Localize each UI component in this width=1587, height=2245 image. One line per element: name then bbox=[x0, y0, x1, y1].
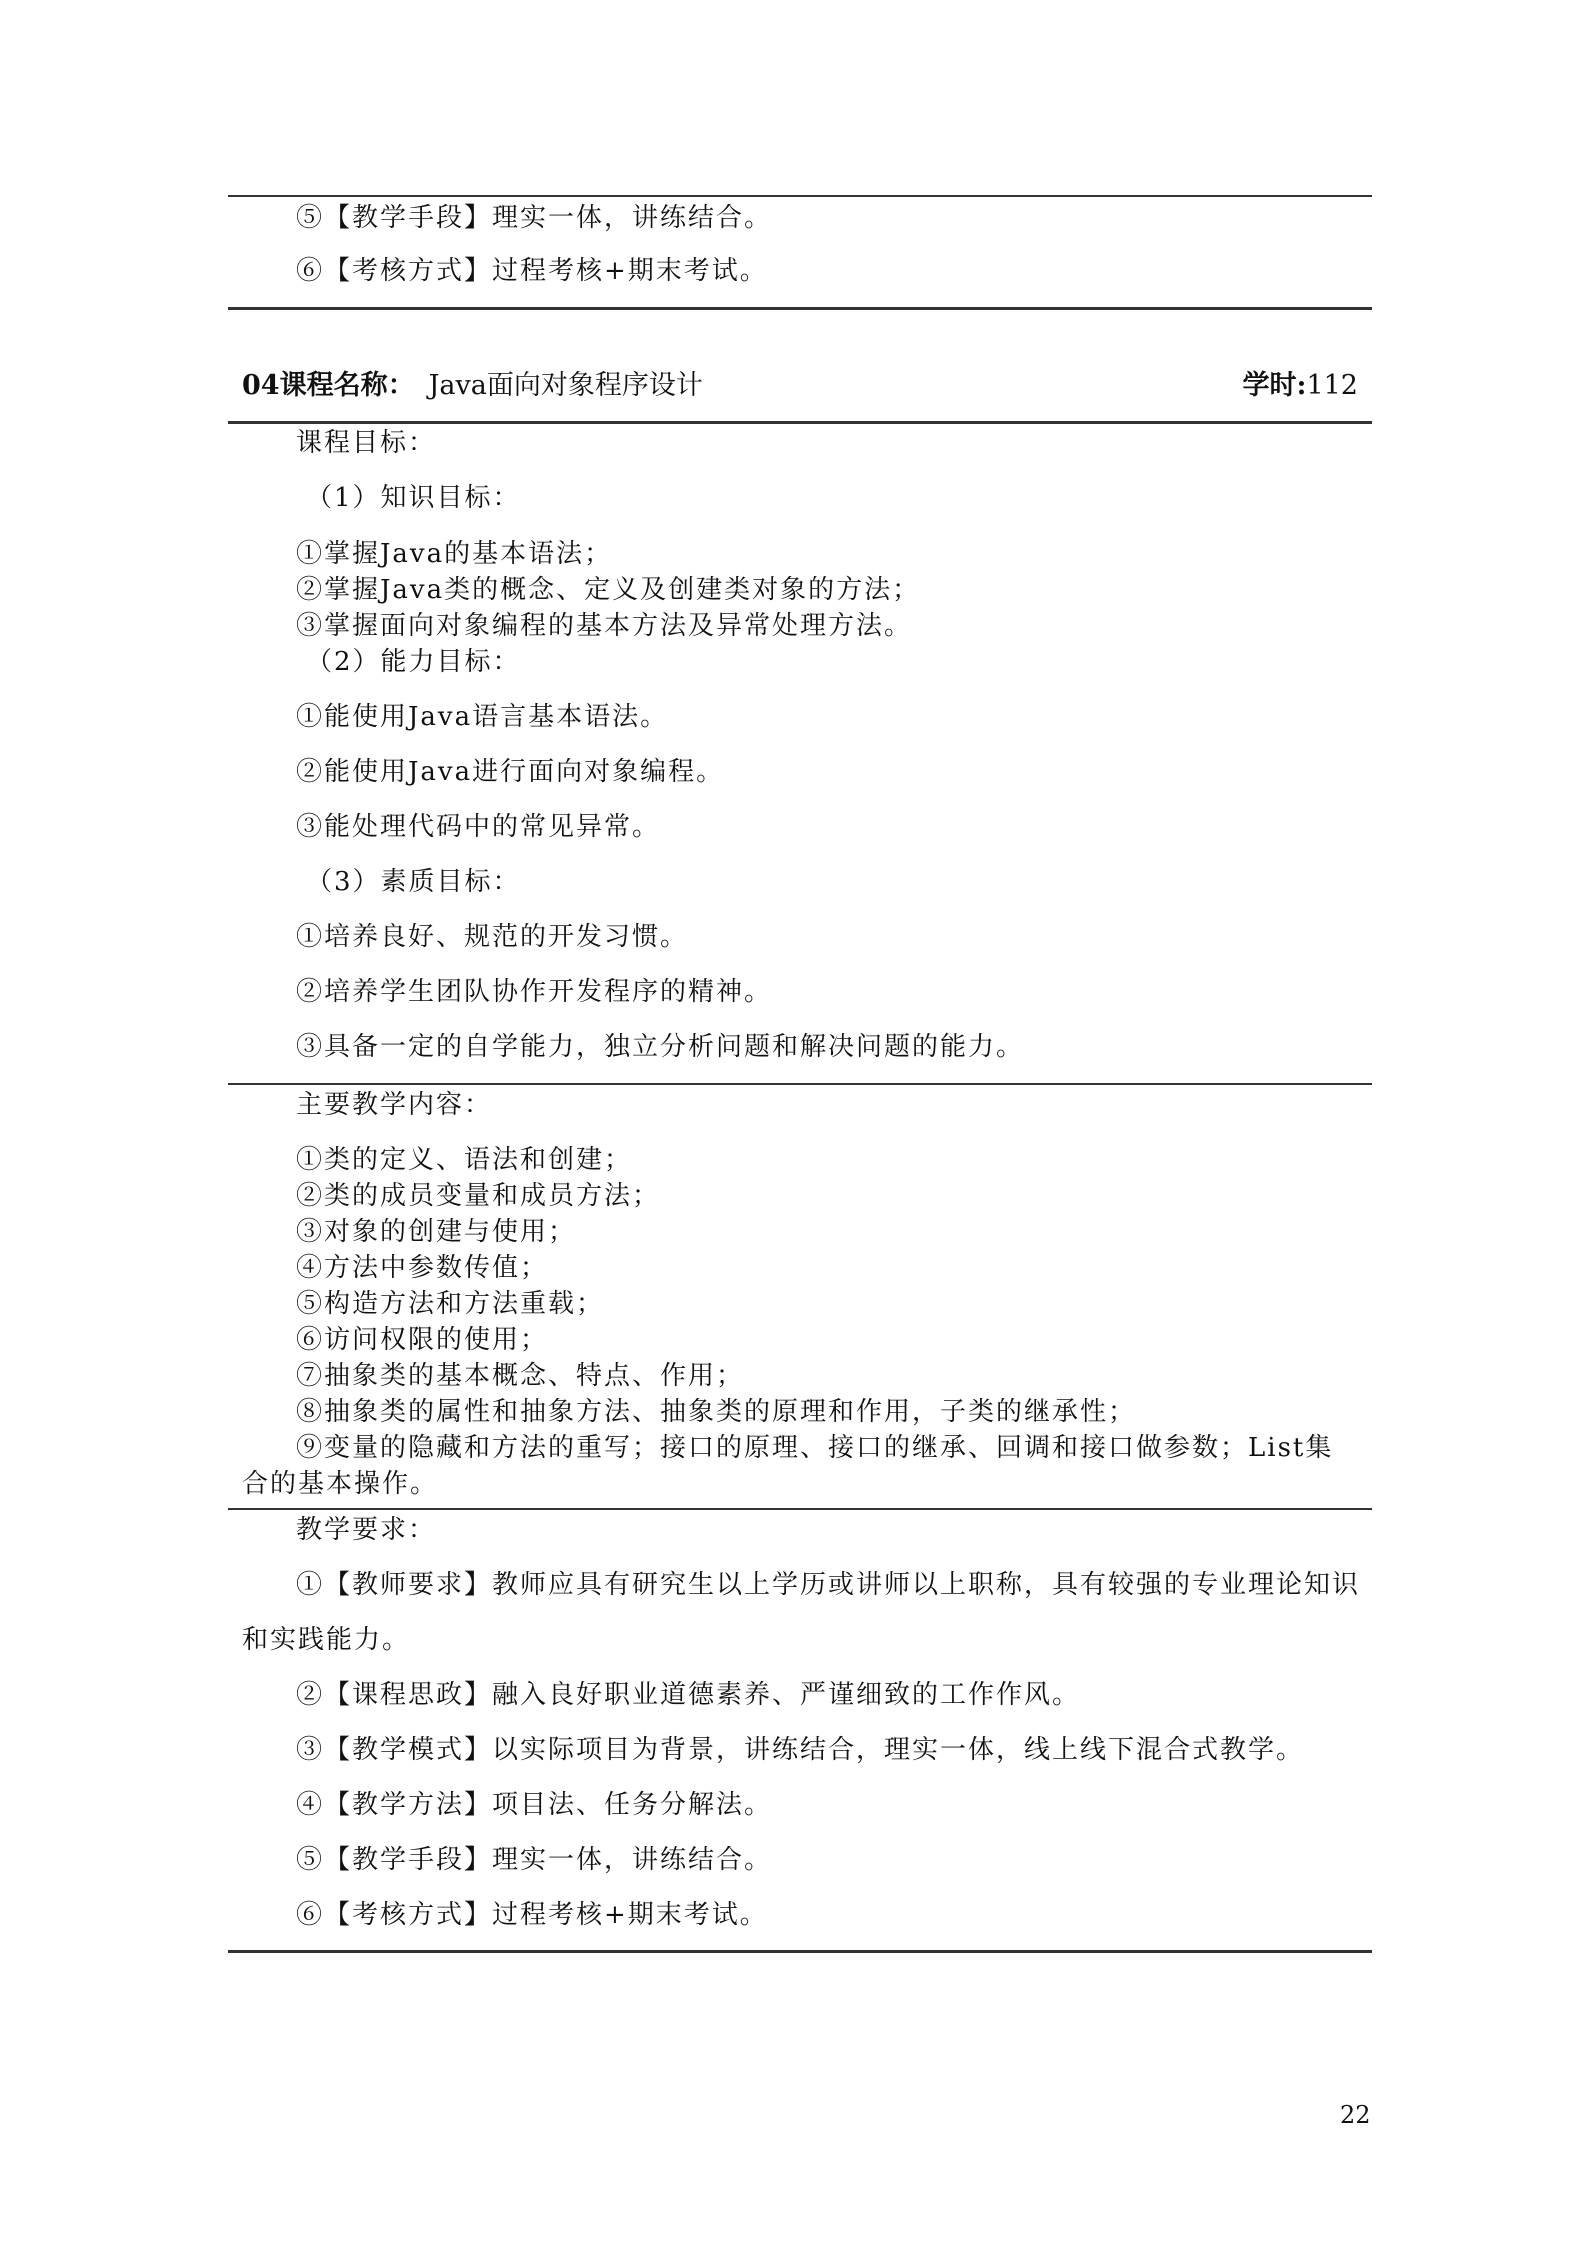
requirement-item: ⑤【教学手段】理实一体，讲练结合。 bbox=[296, 1845, 773, 1875]
course-title-row bbox=[242, 368, 1358, 404]
content-item-continuation: 合的基本操作。 bbox=[242, 1469, 439, 1499]
ability-item: ②能使用Java进行面向对象编程。 bbox=[296, 757, 725, 787]
content-item: ④方法中参数传值； bbox=[296, 1253, 549, 1283]
course-name-line bbox=[242, 368, 703, 404]
requirement-item: ③【教学模式】以实际项目为背景，讲练结合，理实一体，线上线下混合式教学。 bbox=[296, 1735, 1305, 1765]
content-item: ⑧抽象类的属性和抽象方法、抽象类的原理和作用，子类的继承性； bbox=[296, 1397, 1137, 1427]
content-end-rule bbox=[228, 1508, 1372, 1510]
requirement-item: ①【教师要求】教师应具有研究生以上学历或讲师以上职称，具有较强的专业理论知识 bbox=[296, 1570, 1361, 1600]
course-number-label: 04课程名称： bbox=[242, 370, 415, 401]
content-item: ⑦抽象类的基本概念、特点、作用； bbox=[296, 1361, 745, 1391]
knowledge-item: ①掌握Java的基本语法； bbox=[296, 539, 613, 569]
hours-label: 学时: bbox=[1242, 370, 1307, 401]
knowledge-item: ②掌握Java类的概念、定义及创建类对象的方法； bbox=[296, 575, 921, 605]
goals-heading: 课程目标： bbox=[296, 428, 437, 458]
course-hours bbox=[1242, 368, 1358, 404]
quality-item: ③具备一定的自学能力，独立分析问题和解决问题的能力。 bbox=[296, 1032, 1025, 1062]
content-item: ⑥访问权限的使用； bbox=[296, 1325, 549, 1355]
knowledge-item: ③掌握面向对象编程的基本方法及异常处理方法。 bbox=[296, 611, 913, 641]
content-item: ⑤构造方法和方法重载； bbox=[296, 1289, 605, 1319]
section-end-rule bbox=[228, 307, 1372, 310]
quality-item: ②培养学生团队协作开发程序的精神。 bbox=[296, 977, 773, 1007]
ability-heading: （2）能力目标： bbox=[306, 647, 521, 677]
content-heading: 主要教学内容： bbox=[296, 1090, 493, 1120]
hours-value: 112 bbox=[1306, 370, 1358, 401]
requirement-item-continuation: 和实践能力。 bbox=[242, 1625, 411, 1655]
knowledge-heading: （1）知识目标： bbox=[306, 483, 521, 513]
content-item: ①类的定义、语法和创建； bbox=[296, 1145, 633, 1175]
requirements-heading: 教学要求： bbox=[296, 1515, 437, 1545]
title-rule bbox=[228, 421, 1372, 424]
requirement-item: ⑥【考核方式】过程考核+期末考试。 bbox=[296, 1900, 768, 1930]
top-item-6: ⑥【考核方式】过程考核+期末考试。 bbox=[296, 256, 768, 286]
quality-item: ①培养良好、规范的开发习惯。 bbox=[296, 922, 689, 952]
quality-heading: （3）素质目标： bbox=[306, 867, 521, 897]
content-item: ⑨变量的隐藏和方法的重写；接口的原理、接口的继承、回调和接口做参数；List集 bbox=[296, 1433, 1334, 1463]
content-item: ②类的成员变量和成员方法； bbox=[296, 1181, 661, 1211]
ability-item: ③能处理代码中的常见异常。 bbox=[296, 812, 661, 842]
course-name: Java面向对象程序设计 bbox=[428, 370, 703, 401]
requirement-item: ④【教学方法】项目法、任务分解法。 bbox=[296, 1790, 773, 1820]
page-number: 22 bbox=[1340, 2101, 1371, 2129]
top-rule bbox=[228, 195, 1372, 197]
requirements-end-rule bbox=[228, 1950, 1372, 1953]
goals-end-rule bbox=[228, 1083, 1372, 1085]
ability-item: ①能使用Java语言基本语法。 bbox=[296, 702, 669, 732]
content-item: ③对象的创建与使用； bbox=[296, 1217, 577, 1247]
top-item-5: ⑤【教学手段】理实一体，讲练结合。 bbox=[296, 203, 773, 233]
requirement-item: ②【课程思政】融入良好职业道德素养、严谨细致的工作作风。 bbox=[296, 1680, 1081, 1710]
